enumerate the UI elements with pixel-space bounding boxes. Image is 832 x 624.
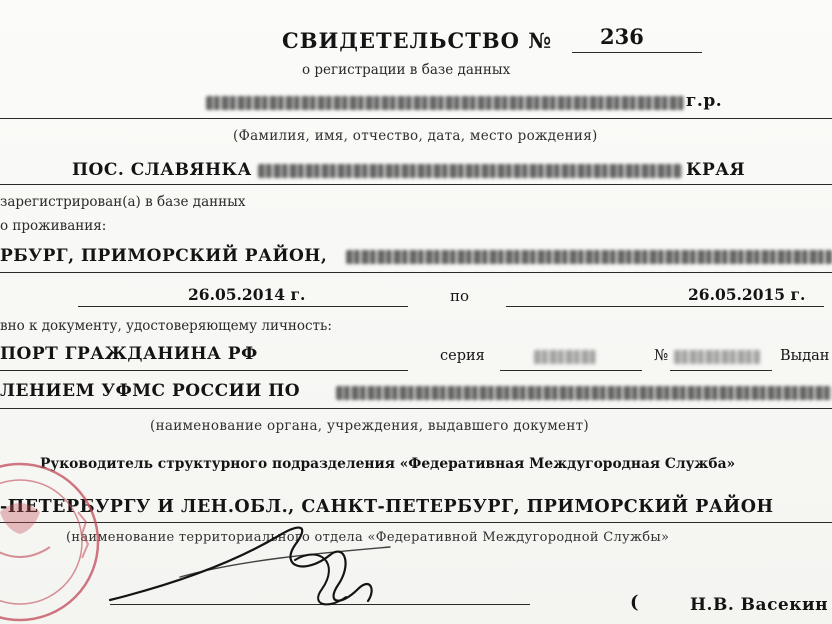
- redacted-fullname: [206, 96, 684, 110]
- branch-text: -ПЕТЕРБУРГУ И ЛЕН.ОБЛ., САНКТ-ПЕТЕРБУРГ, ПРИМОРСКИЙ РАЙОН: [0, 497, 774, 517]
- head-label: Руководитель структурного подразделения «Федеративная Междугородная Служба»: [40, 456, 736, 472]
- issuer-caption: (наименование органа, учреждения, выдавшего документ): [150, 418, 589, 434]
- passport-number-underline: [670, 370, 772, 371]
- signer-open-paren: (: [630, 592, 640, 613]
- redacted-series: [534, 350, 596, 364]
- branch-caption: (наименование территориального отдела «Федеративной Междугородной Службы»: [66, 530, 670, 545]
- redacted-passport-number: [674, 350, 760, 364]
- number-underline: [572, 52, 702, 53]
- address-text: РБУРГ, ПРИМОРСКИЙ РАЙОН,: [0, 246, 328, 266]
- date-to-word: по: [450, 287, 470, 305]
- address-underline: [0, 272, 832, 273]
- date-from: 26.05.2014 г.: [188, 285, 306, 304]
- redacted-birthplace: [258, 164, 682, 178]
- handwritten-signature: [90, 505, 410, 615]
- issuer-text: ЛЕНИЕМ УФМС РОССИИ ПО: [0, 381, 301, 401]
- redacted-address: [346, 250, 832, 264]
- document-label: вно к документу, удостоверяющему личность:: [0, 318, 332, 334]
- number-label: №: [654, 346, 669, 364]
- series-label: серия: [440, 348, 485, 364]
- certificate-title: СВИДЕТЕЛЬСТВО №: [282, 28, 553, 53]
- birthplace-text: ПОС. СЛАВЯНКА: [72, 160, 252, 180]
- issued-label: Выдан: [780, 348, 830, 364]
- certificate-subtitle: о регистрации в базе данных: [302, 62, 511, 78]
- region-word: КРАЯ: [686, 160, 746, 180]
- birth-suffix: г.р.: [686, 91, 723, 111]
- residence-label: о проживания:: [0, 218, 107, 234]
- issuer-underline: [0, 408, 832, 409]
- date-to-underline: [506, 306, 824, 307]
- fio-caption: (Фамилия, имя, отчество, дата, место рождения): [233, 128, 598, 144]
- document-type: ПОРТ ГРАЖДАНИНА РФ: [0, 344, 258, 364]
- registered-label: зарегистрирован(а) в базе данных: [0, 194, 246, 210]
- series-underline: [500, 370, 642, 371]
- doc-type-underline: [0, 370, 408, 371]
- birthplace-underline: [0, 184, 832, 185]
- date-from-underline: [78, 306, 408, 307]
- date-to: 26.05.2015 г.: [688, 285, 806, 304]
- certificate-number: 236: [600, 24, 644, 49]
- name-underline: [0, 118, 832, 119]
- signer-name: Н.В. Васекин: [690, 595, 829, 615]
- redacted-issuer: [336, 386, 832, 400]
